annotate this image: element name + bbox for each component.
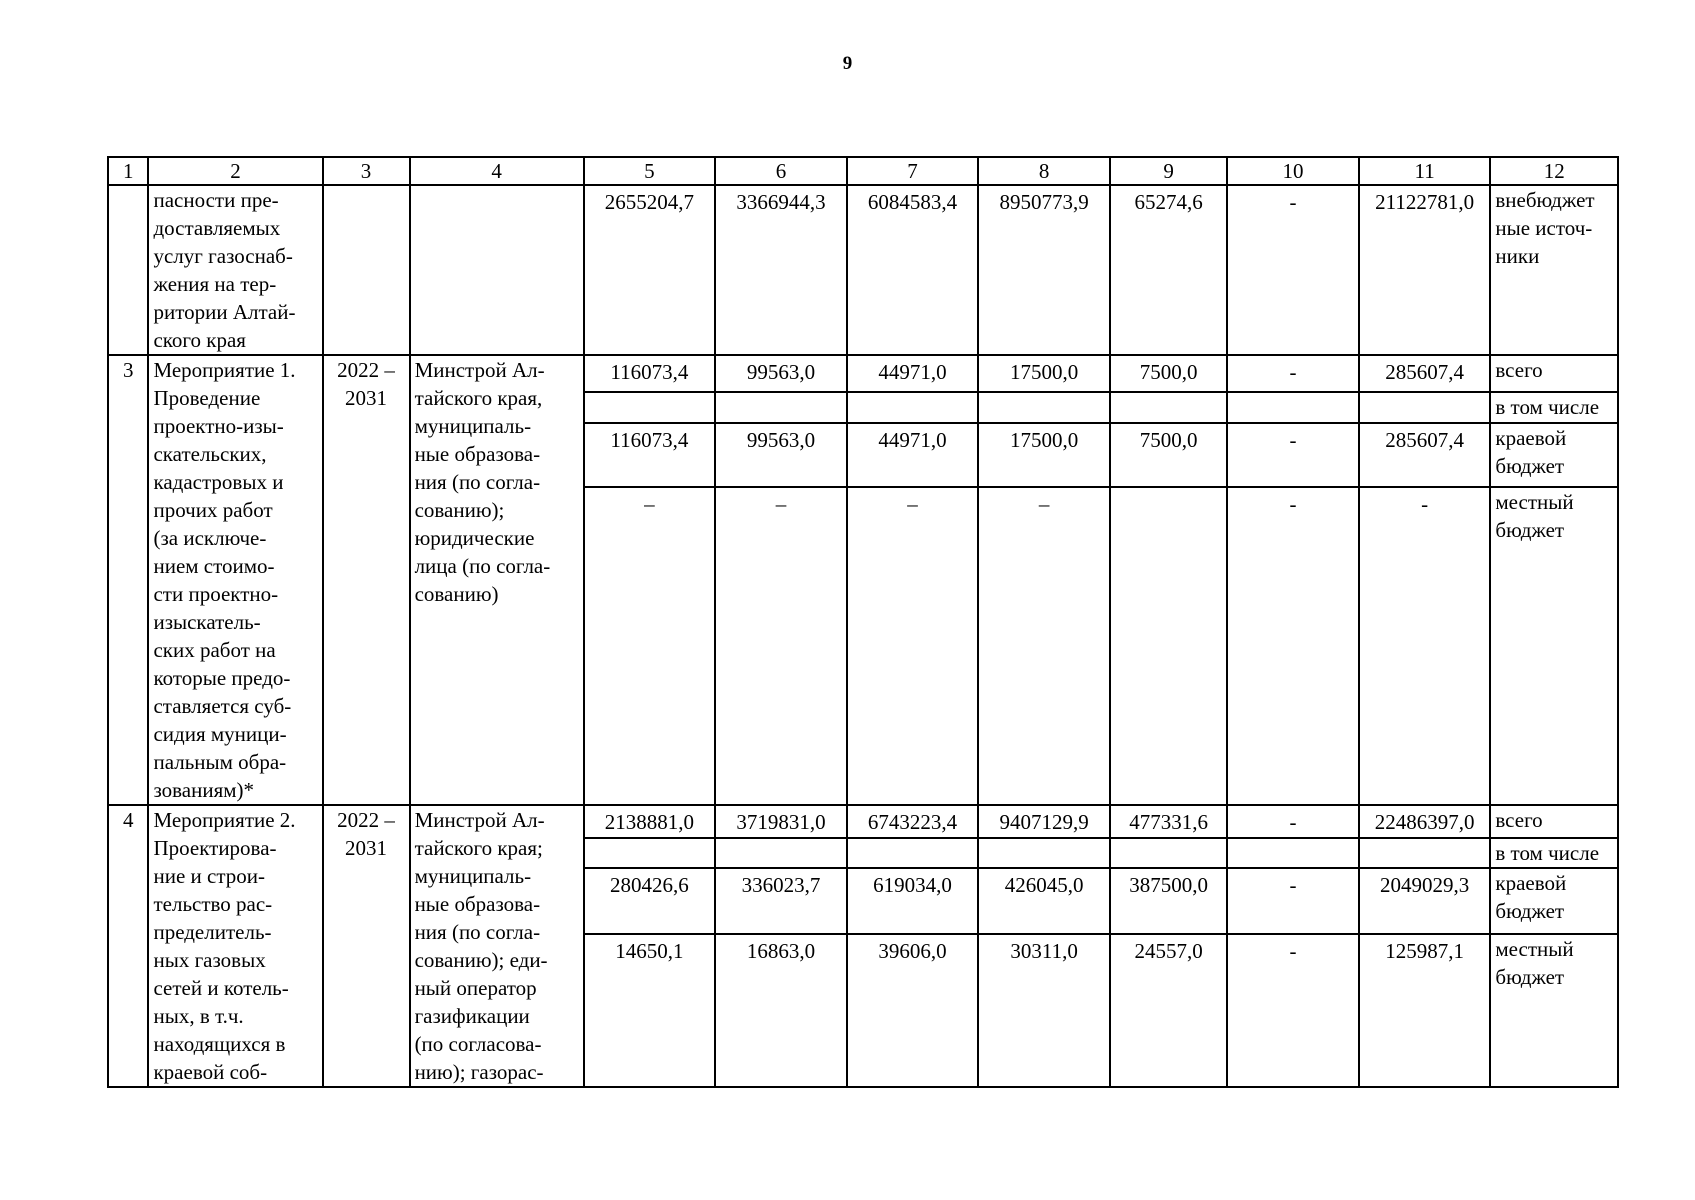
header-cell: 10 xyxy=(1227,157,1359,185)
empty-cell xyxy=(847,838,979,869)
value-cell: - xyxy=(1227,423,1359,488)
header-cell: 3 xyxy=(323,157,410,185)
header-cell: 1 xyxy=(108,157,148,185)
value-cell: 17500,0 xyxy=(978,355,1110,392)
value-cell: - xyxy=(1227,487,1359,805)
header-cell: 12 xyxy=(1490,157,1618,185)
value-cell: – xyxy=(978,487,1110,805)
empty-cell xyxy=(1227,838,1359,869)
row4-total xyxy=(108,805,1618,838)
row-number-cell xyxy=(108,185,148,355)
value-cell: 285607,4 xyxy=(1359,423,1491,488)
value-cell: 24557,0 xyxy=(1110,934,1227,1087)
source-cell: краевой бюджет xyxy=(1490,423,1618,488)
financing-table xyxy=(107,156,1619,1088)
header-cell: 6 xyxy=(715,157,847,185)
value-cell: 99563,0 xyxy=(715,423,847,488)
value-cell: 17500,0 xyxy=(978,423,1110,488)
years-cell: 2022 – 2031 xyxy=(323,355,410,805)
header-cell: 4 xyxy=(410,157,584,185)
value-cell: 280426,6 xyxy=(584,868,716,933)
executor-cell: Минстрой Ал- тайского края, муниципаль- ные образова- ния (по согла- сованию); юридические лица (по согла- сованию) xyxy=(410,355,584,805)
empty-cell xyxy=(847,392,979,422)
value-cell: 116073,4 xyxy=(584,355,716,392)
value-cell: - xyxy=(1227,355,1359,392)
empty-cell xyxy=(978,392,1110,422)
value-cell xyxy=(1110,487,1227,805)
measure-description: Мероприятие 1. Проведение проектно-изы- скательских, кадастровых и прочих работ (за исключе- нием стоимо- сти проектно- изыскатель- ских работ на которые предо- ставляется суб- сидия муници- пальным обра- зованиям)* xyxy=(148,355,322,805)
value-cell: 3366944,3 xyxy=(715,185,847,355)
value-cell: 7500,0 xyxy=(1110,423,1227,488)
value-cell: 9407129,9 xyxy=(978,805,1110,838)
value-cell: 21122781,0 xyxy=(1359,185,1491,355)
value-cell: 14650,1 xyxy=(584,934,716,1087)
value-cell: 6084583,4 xyxy=(847,185,979,355)
value-cell: 22486397,0 xyxy=(1359,805,1491,838)
empty-cell xyxy=(978,838,1110,869)
source-cell: краевой бюджет xyxy=(1490,868,1618,933)
header-cell: 9 xyxy=(1110,157,1227,185)
value-cell: - xyxy=(1227,868,1359,933)
value-cell: 619034,0 xyxy=(847,868,979,933)
value-cell: 65274,6 xyxy=(1110,185,1227,355)
empty-cell xyxy=(1227,392,1359,422)
header-cell: 8 xyxy=(978,157,1110,185)
continuation-row xyxy=(108,185,1618,355)
source-cell: всего xyxy=(1490,355,1618,392)
value-cell: 6743223,4 xyxy=(847,805,979,838)
header-cell: 2 xyxy=(148,157,322,185)
source-cell: внебюджет ные источ- ники xyxy=(1490,185,1618,355)
value-cell: – xyxy=(715,487,847,805)
empty-cell xyxy=(715,392,847,422)
value-cell: - xyxy=(1227,934,1359,1087)
header-cell: 11 xyxy=(1359,157,1491,185)
empty-cell xyxy=(1359,838,1491,869)
value-cell: 44971,0 xyxy=(847,355,979,392)
page-number: 9 xyxy=(842,53,853,74)
value-cell: 99563,0 xyxy=(715,355,847,392)
source-cell: в том числе xyxy=(1490,838,1618,869)
header-cell: 5 xyxy=(584,157,716,185)
measure-description: Мероприятие 2. Проектирова- ние и строи- тельство рас- пределитель- ных газовых сетей и котель- ных, в т.ч. находящихся в краевой соб- xyxy=(148,805,322,1087)
row3-total xyxy=(108,355,1618,392)
years-cell: 2022 – 2031 xyxy=(323,805,410,1087)
value-cell: 477331,6 xyxy=(1110,805,1227,838)
empty-cell xyxy=(1110,838,1227,869)
value-cell: 125987,1 xyxy=(1359,934,1491,1087)
value-cell: 8950773,9 xyxy=(978,185,1110,355)
empty-cell xyxy=(584,392,716,422)
executor-cell xyxy=(410,185,584,355)
value-cell: - xyxy=(1227,185,1359,355)
value-cell: 2655204,7 xyxy=(584,185,716,355)
value-cell: 387500,0 xyxy=(1110,868,1227,933)
value-cell: 30311,0 xyxy=(978,934,1110,1087)
value-cell: 426045,0 xyxy=(978,868,1110,933)
source-cell: всего xyxy=(1490,805,1618,838)
row-number-cell: 4 xyxy=(108,805,148,1087)
value-cell: – xyxy=(847,487,979,805)
value-cell: 285607,4 xyxy=(1359,355,1491,392)
value-cell: - xyxy=(1227,805,1359,838)
value-cell: 44971,0 xyxy=(847,423,979,488)
value-cell: 336023,7 xyxy=(715,868,847,933)
empty-cell xyxy=(1110,392,1227,422)
value-cell: 2049029,3 xyxy=(1359,868,1491,933)
row-number-cell: 3 xyxy=(108,355,148,805)
source-cell: местный бюджет xyxy=(1490,934,1618,1087)
empty-cell xyxy=(1359,392,1491,422)
source-cell: местный бюджет xyxy=(1490,487,1618,805)
empty-cell xyxy=(584,838,716,869)
value-cell: 39606,0 xyxy=(847,934,979,1087)
value-cell: 3719831,0 xyxy=(715,805,847,838)
value-cell: - xyxy=(1359,487,1491,805)
value-cell: 2138881,0 xyxy=(584,805,716,838)
value-cell: 16863,0 xyxy=(715,934,847,1087)
value-cell: 7500,0 xyxy=(1110,355,1227,392)
empty-cell xyxy=(715,838,847,869)
header-row xyxy=(108,157,1618,185)
continuation-description: пасности пре- доставляемых услуг газоснаб- жения на тер- ритории Алтай- ского края xyxy=(148,185,322,355)
value-cell: 116073,4 xyxy=(584,423,716,488)
value-cell: – xyxy=(584,487,716,805)
years-cell xyxy=(323,185,410,355)
source-cell: в том числе xyxy=(1490,392,1618,422)
header-cell: 7 xyxy=(847,157,979,185)
executor-cell: Минстрой Ал- тайского края; муниципаль- ные образова- ния (по согла- сованию); еди- ный оператор газификации (по согласова- нию); газорас- xyxy=(410,805,584,1087)
